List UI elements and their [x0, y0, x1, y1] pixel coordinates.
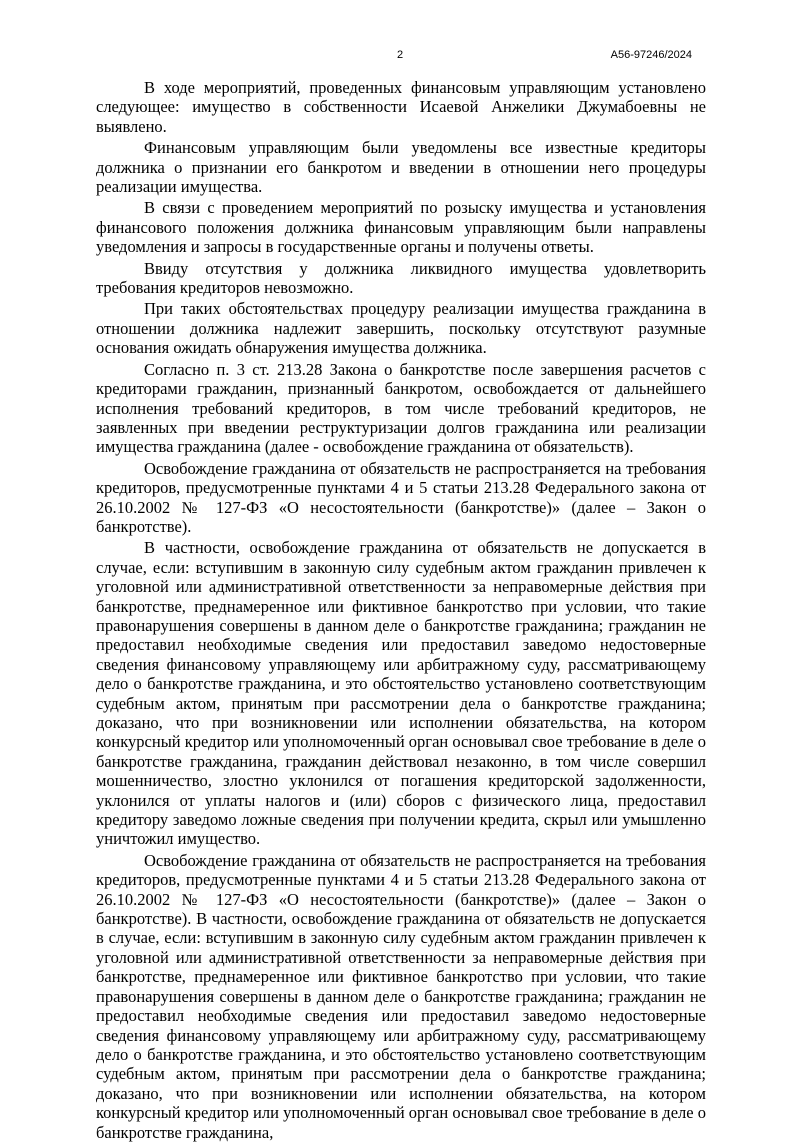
- paragraph-no-liquid-assets: Ввиду отсутствия у должника ликвидного имущества удовлетворить требования кредиторов невозможно.: [96, 258, 706, 298]
- case-number: А56-97246/2024: [610, 49, 692, 61]
- paragraph-release-not-allowed: В частности, освобождение гражданина от обязательств не допускается в случае, если: вступившим в законную силу судебным актом гражданин привлечен к уголовной или административной ответственности за неправомерные действия при банкротстве, преднамеренное или фиктивное банкротство при условии, что такие правонарушения совершены в данном деле о банкротстве гражданина; гражданин не предоставил необходимые сведения или предоставил заведомо недостоверные сведения финансовому управляющему или арбитражному суду, рассматривающему дело о банкротстве гражданина, и это обстоятельство установлено соответствующим судебным актом, принятым при рассмотрении дела о банкротстве гражданина; доказано, что при возникновении или исполнении обязательства, на котором конкурсный кредитор или уполномоченный орган основывал свое требование в деле о банкротстве гражданина, гражданин действовал незаконно, в том числе совершил мошенничество, злостно уклонился от погашения кредиторской задолженности, уклонился от уплаты налогов и (или) сборов с физического лица, предоставил кредитору заведомо ложные сведения при получении кредита, скрыл или умышленно уничтожил имущество.: [96, 538, 706, 849]
- paragraph-procedure-completion: При таких обстоятельствах процедуру реализации имущества гражданина в отношении должника надлежит завершить, поскольку отсутствуют разумные основания ожидать обнаружения имущества должника.: [96, 299, 706, 358]
- paragraph-creditors-notified: Финансовым управляющим были уведомлены все известные кредиторы должника о признании его банкротом и введении в отношении него процедуры реализации имущества.: [96, 138, 706, 197]
- page-number: 2: [396, 49, 404, 61]
- document-body: [96, 78, 706, 1144]
- paragraph-requests-sent: В связи с проведением мероприятий по розыску имущества и установления финансового положения должника финансовым управляющим были направлены уведомления и запросы в государственные органы и получены ответы.: [96, 198, 706, 257]
- paragraph-findings: В ходе мероприятий, проведенных финансовым управляющим установлено следующее: имущество в собственности Исаевой Анжелики Джумабоевны не выявлено.: [96, 78, 706, 136]
- paragraph-release-repeat: Освобождение гражданина от обязательств не распространяется на требования кредиторов, предусмотренные пунктами 4 и 5 статьи 213.28 Федерального закона от 26.10.2002 № 127-ФЗ «О несостоятельности (банкротстве)» (далее – Закон о банкротстве). В частности, освобождение гражданина от обязательств не допускается в случае, если: вступившим в законную силу судебным актом гражданин привлечен к уголовной или административной ответственности за неправомерные действия при банкротстве, преднамеренное или фиктивное банкротство при условии, что такие правонарушения совершены в данном деле о банкротстве гражданина; гражданин не предоставил необходимые сведения или предоставил заведомо недостоверные сведения финансовому управляющему или арбитражному суду, рассматривающему дело о банкротстве гражданина, и это обстоятельство установлено соответствующим судебным актом, принятым при рассмотрении дела о банкротстве гражданина; доказано, что при возникновении или исполнении обязательства, на котором конкурсный кредитор или уполномоченный орган основывал свое требование в деле о банкротстве гражданина,: [96, 850, 706, 1142]
- paragraph-release-rule: Согласно п. 3 ст. 213.28 Закона о банкротстве после завершения расчетов с кредиторами гражданин, признанный банкротом, освобождается от дальнейшего исполнения требований кредиторов, в том числе требований кредиторов, не заявленных при введении реструктуризации долгов гражданина или реализации имущества гражданина (далее - освобождение гражданина от обязательств).: [96, 359, 706, 457]
- paragraph-release-exceptions: Освобождение гражданина от обязательств не распространяется на требования кредиторов, предусмотренные пунктами 4 и 5 статьи 213.28 Федерального закона от 26.10.2002 № 127-ФЗ «О несостоятельности (банкротстве)» (далее – Закон о банкротстве).: [96, 458, 706, 536]
